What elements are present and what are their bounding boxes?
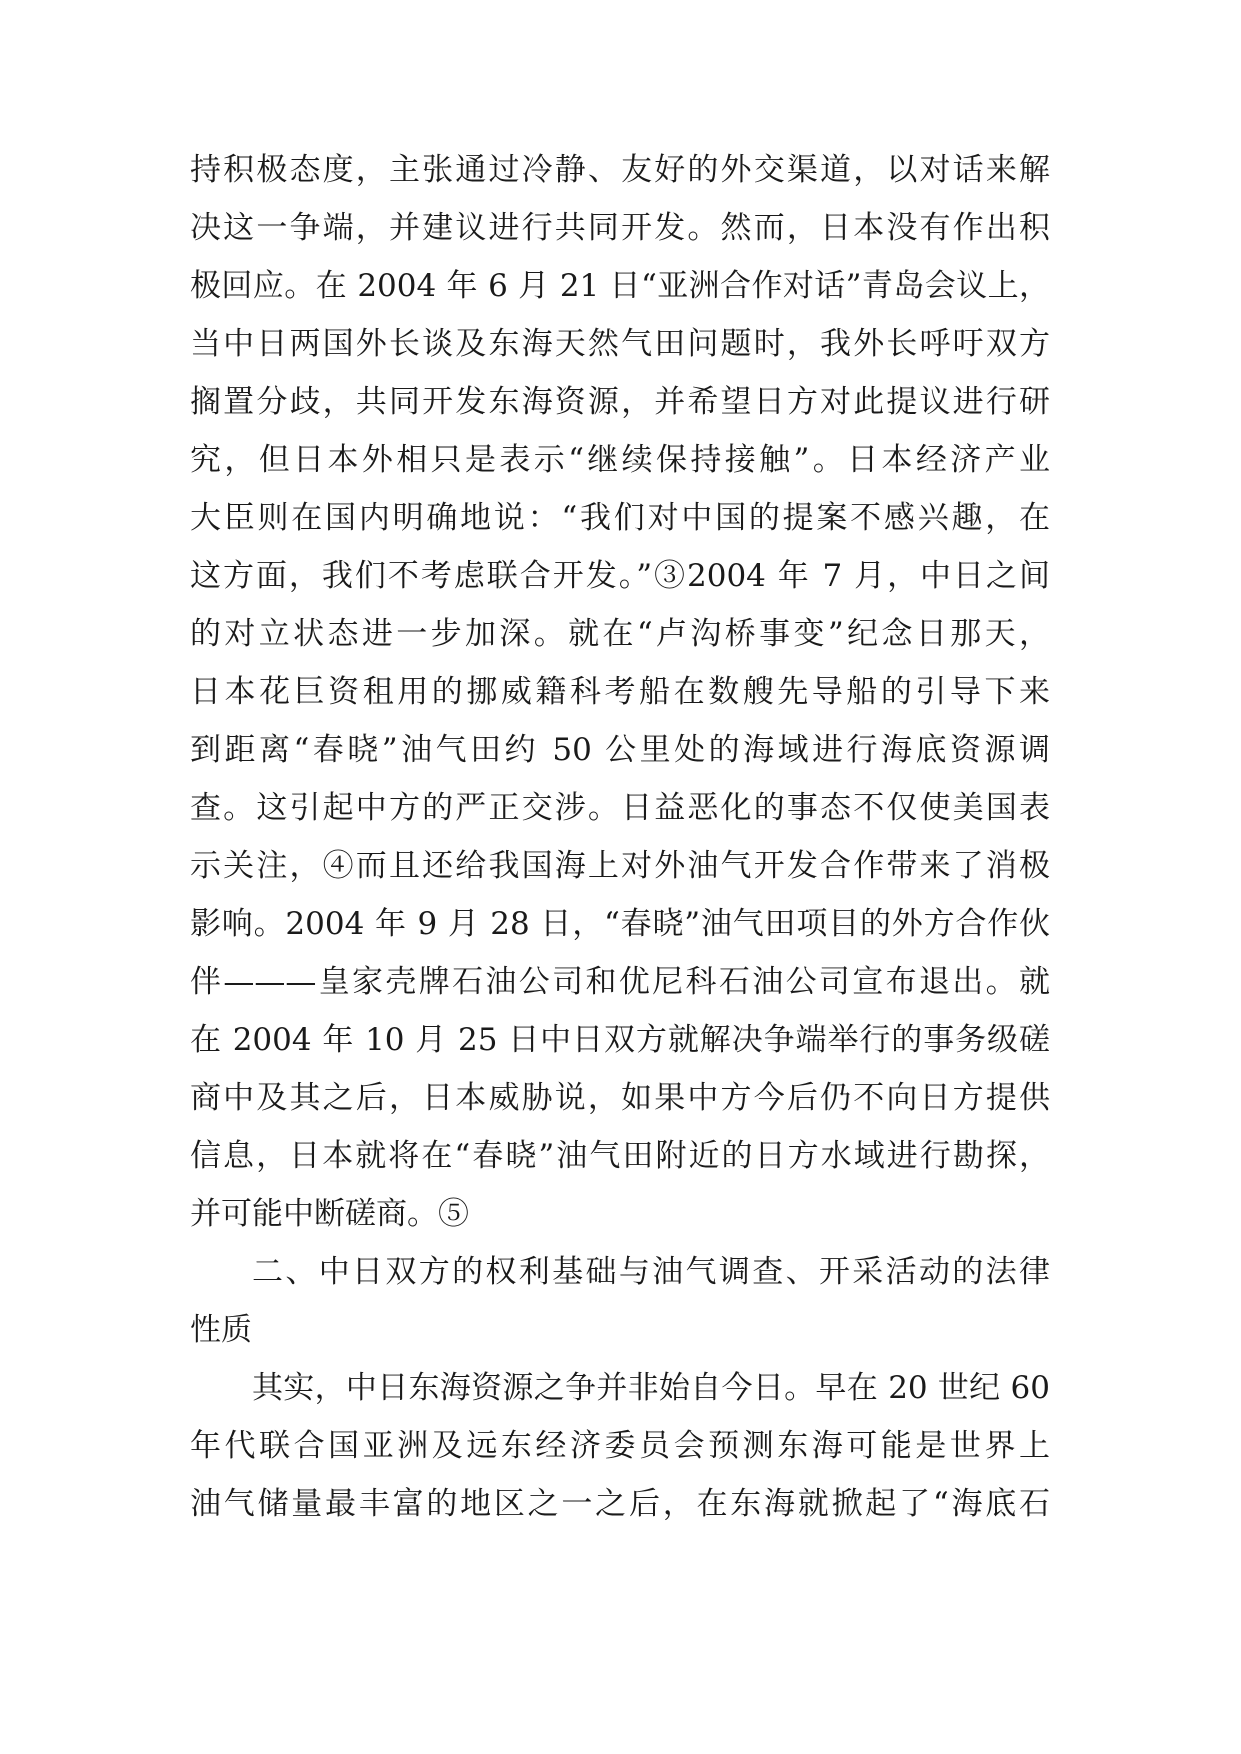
text-line: 信息，日本就将在“春晓”油气田附近的日方水域进行勘探，	[190, 1138, 1050, 1174]
text-line: 示关注，④而且还给我国海上对外油气开发合作带来了消极	[190, 848, 1050, 884]
text-line: 并可能中断磋商。⑤	[190, 1196, 469, 1232]
text-line: 极回应。在 2004 年 6 月 21 日“亚洲合作对话”青岛会议上，	[190, 268, 1050, 304]
text-line: 查。这引起中方的严正交涉。日益恶化的事态不仅使美国表	[190, 790, 1050, 826]
text-line: 持积极态度，主张通过冷静、友好的外交渠道，以对话来解	[190, 152, 1050, 188]
text-line: 究，但日本外相只是表示“继续保持接触”。日本经济产业	[190, 442, 1050, 478]
text-line: 的对立状态进一步加深。就在“卢沟桥事变”纪念日那天，	[190, 616, 1050, 652]
text-line: 这方面，我们不考虑联合开发。”③2004 年 7 月，中日之间	[190, 558, 1050, 594]
text-line: 年代联合国亚洲及远东经济委员会预测东海可能是世界上	[190, 1428, 1050, 1464]
text-line: 在 2004 年 10 月 25 日中日双方就解决争端举行的事务级磋	[190, 1022, 1050, 1058]
section-heading-line: 二、中日双方的权利基础与油气调查、开采活动的法律	[252, 1254, 1050, 1290]
text-line: 日本花巨资租用的挪威籍科考船在数艘先导船的引导下来	[190, 674, 1050, 710]
text-line: 决这一争端，并建议进行共同开发。然而，日本没有作出积	[190, 210, 1050, 246]
text-line: 伴———皇家壳牌石油公司和优尼科石油公司宣布退出。就	[190, 964, 1050, 1000]
text-line: 大臣则在国内明确地说：“我们对中国的提案不感兴趣，在	[190, 500, 1050, 536]
section-heading-line: 性质	[190, 1312, 252, 1348]
text-line: 油气储量最丰富的地区之一之后，在东海就掀起了“海底石	[190, 1486, 1050, 1522]
text-line: 搁置分歧，共同开发东海资源，并希望日方对此提议进行研	[190, 384, 1050, 420]
text-line: 影响。2004 年 9 月 28 日，“春晓”油气田项目的外方合作伙	[190, 906, 1050, 942]
text-line: 当中日两国外长谈及东海天然气田问题时，我外长呼吁双方	[190, 326, 1050, 362]
text-line: 其实，中日东海资源之争并非始自今日。早在 20 世纪 60	[252, 1370, 1050, 1406]
text-line: 到距离“春晓”油气田约 50 公里处的海域进行海底资源调	[190, 732, 1050, 768]
text-line: 商中及其之后，日本威胁说，如果中方今后仍不向日方提供	[190, 1080, 1050, 1116]
